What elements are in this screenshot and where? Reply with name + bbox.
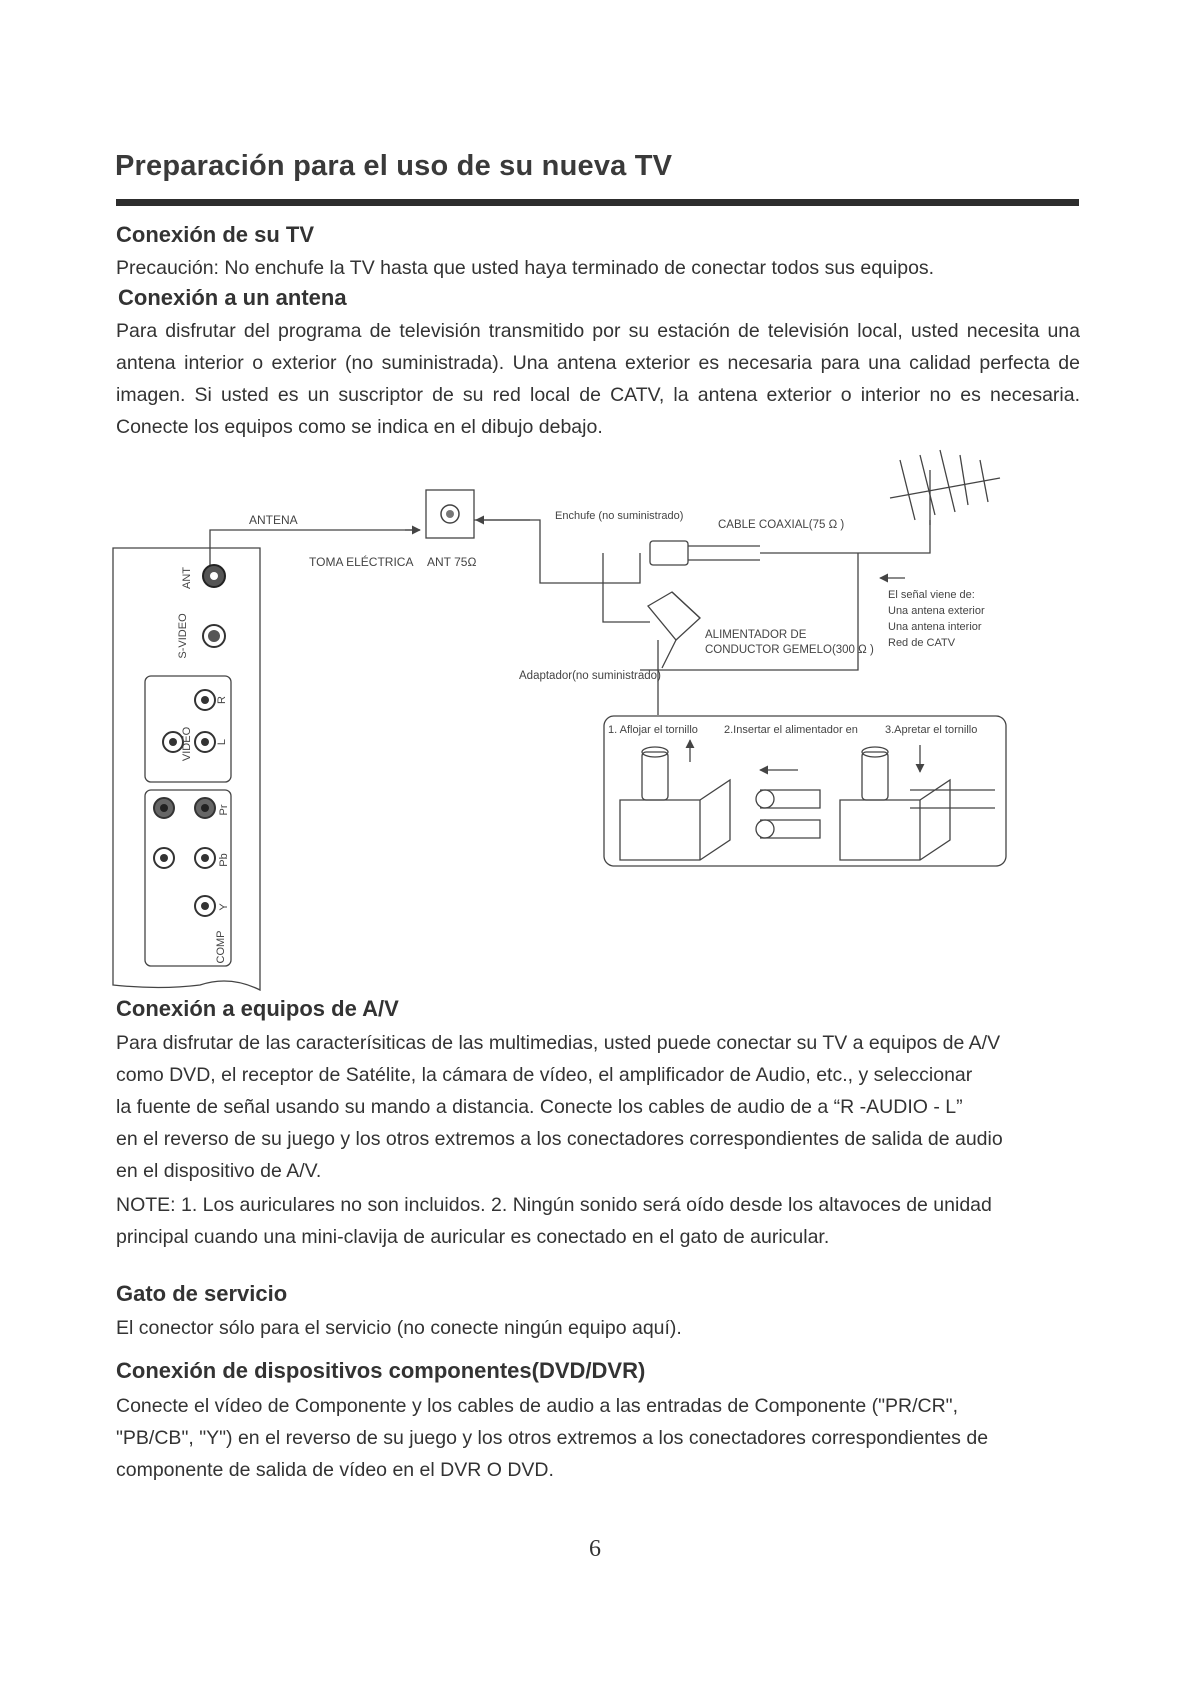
- panel-label-ant: ANT: [181, 567, 193, 589]
- componentes-line: Conecte el vídeo de Componente y los cables de audio a las entradas de Componente ("PR/CR",: [116, 1395, 959, 1417]
- label-signal-3: Red de CATV: [888, 637, 956, 649]
- page-title: Preparación para el uso de su nueva TV: [115, 150, 673, 182]
- componentes-line: "PB/CB", "Y") en el reverso de su juego y los otros extremos a los conectadores correspondientes de: [116, 1427, 989, 1449]
- label-step-2: 2.Insertar el alimentador en: [724, 724, 858, 736]
- note-line: principal cuando una mini-clavija de auricular es conectado en el gato de auricular.: [116, 1226, 830, 1248]
- connection-diagram: [0, 440, 1190, 1000]
- matching-transformer: [648, 592, 700, 640]
- label-alimentador-2: CONDUCTOR GEMELO(300 Ω ): [705, 644, 874, 656]
- av-line: en el reverso de su juego y los otros extremos a los conectadores correspondientes de salida de audio: [116, 1128, 1003, 1150]
- antenna-elements: [900, 450, 988, 520]
- step3-block: [840, 780, 950, 860]
- panel-label-pr: Pr: [218, 804, 230, 816]
- label-ant75: ANT 75Ω: [427, 555, 477, 569]
- step1-block: [620, 780, 730, 860]
- av-paragraph: [116, 1027, 1003, 1187]
- panel-label-comp: COMP: [215, 930, 227, 964]
- label-alimentador-1: ALIMENTADOR DE: [705, 629, 807, 641]
- label-antena: ANTENA: [249, 513, 298, 527]
- panel-label-r: R: [216, 696, 228, 704]
- precaution-text: Precaución: No enchufe la TV hasta que usted haya terminado de conectar todos sus equipos.: [116, 257, 935, 279]
- outlet-cable-line: [474, 520, 640, 583]
- section-heading-servicio: Gato de servicio: [116, 1281, 288, 1306]
- title-rule: [116, 199, 1079, 206]
- section-heading-conexion-tv: Conexión de su TV: [116, 222, 315, 247]
- label-step-1: 1. Aflojar el tornillo: [608, 724, 698, 736]
- panel-label-y: Y: [218, 903, 230, 911]
- antena-paragraph: Para disfrutar del programa de televisión transmitido por su estación de televisión local, usted necesita una antena interior o exterior (no suministrada). Una antena exterior es necesaria para una calidad perfecta de imagen. Si usted es un suscriptor de su red local de CATV, la antena exterior o interior no es necesaria. Conecte los equipos como se indica en el dibujo debajo.: [116, 320, 1080, 438]
- servicio-text: El conector sólo para el servicio (no conecte ningún equipo aquí).: [116, 1317, 682, 1339]
- page-number: 6: [589, 1536, 601, 1562]
- av-line: Para disfrutar de las caracterísiticas de las multimedias, usted puede conectar su TV a equipos de A/V: [116, 1032, 1001, 1054]
- note-paragraph: [116, 1189, 992, 1253]
- panel-label-l: L: [216, 738, 228, 746]
- note-line: NOTE: 1. Los auriculares no son incluidos. 2. Ningún sonido será oído desde los altavoces de unidad: [116, 1194, 992, 1216]
- antena-callout-line: [210, 530, 420, 576]
- coax-plug: [650, 541, 688, 565]
- adapter-line: [603, 553, 650, 622]
- panel-label-svideo: S-VIDEO: [177, 613, 189, 659]
- label-adaptador: Adaptador(no suministrado): [519, 670, 661, 682]
- av-line: en el dispositivo de A/V.: [116, 1160, 322, 1182]
- componentes-line: componente de salida de vídeo en el DVR O DVD.: [116, 1459, 554, 1481]
- panel-label-video: VIDEO: [181, 726, 193, 762]
- section-heading-componentes: Conexión de dispositivos componentes(DVD/DVR): [116, 1358, 646, 1383]
- label-signal-2: Una antena interior: [888, 621, 982, 633]
- panel-label-pb: Pb: [218, 853, 230, 867]
- av-line: la fuente de señal usando su mando a distancia. Conecte los cables de audio de a “R -AUDIO - L”: [116, 1096, 963, 1118]
- label-enchufe: Enchufe (no suministrado): [555, 510, 684, 522]
- label-signal-title: El señal viene de:: [888, 589, 975, 601]
- label-toma: TOMA ELÉCTRICA: [309, 555, 414, 569]
- label-step-3: 3.Apretar el tornillo: [885, 724, 978, 736]
- label-signal-1: Una antena exterior: [888, 605, 985, 617]
- componentes-paragraph: [116, 1390, 988, 1486]
- section-heading-av: Conexión a equipos de A/V: [116, 996, 399, 1021]
- section-heading-antena: Conexión a un antena: [118, 285, 347, 310]
- label-cable-coaxial: CABLE COAXIAL(75 Ω ): [718, 519, 845, 531]
- av-line: como DVD, el receptor de Satélite, la cámara de vídeo, el amplificador de Audio, etc., y seleccionar: [116, 1064, 973, 1086]
